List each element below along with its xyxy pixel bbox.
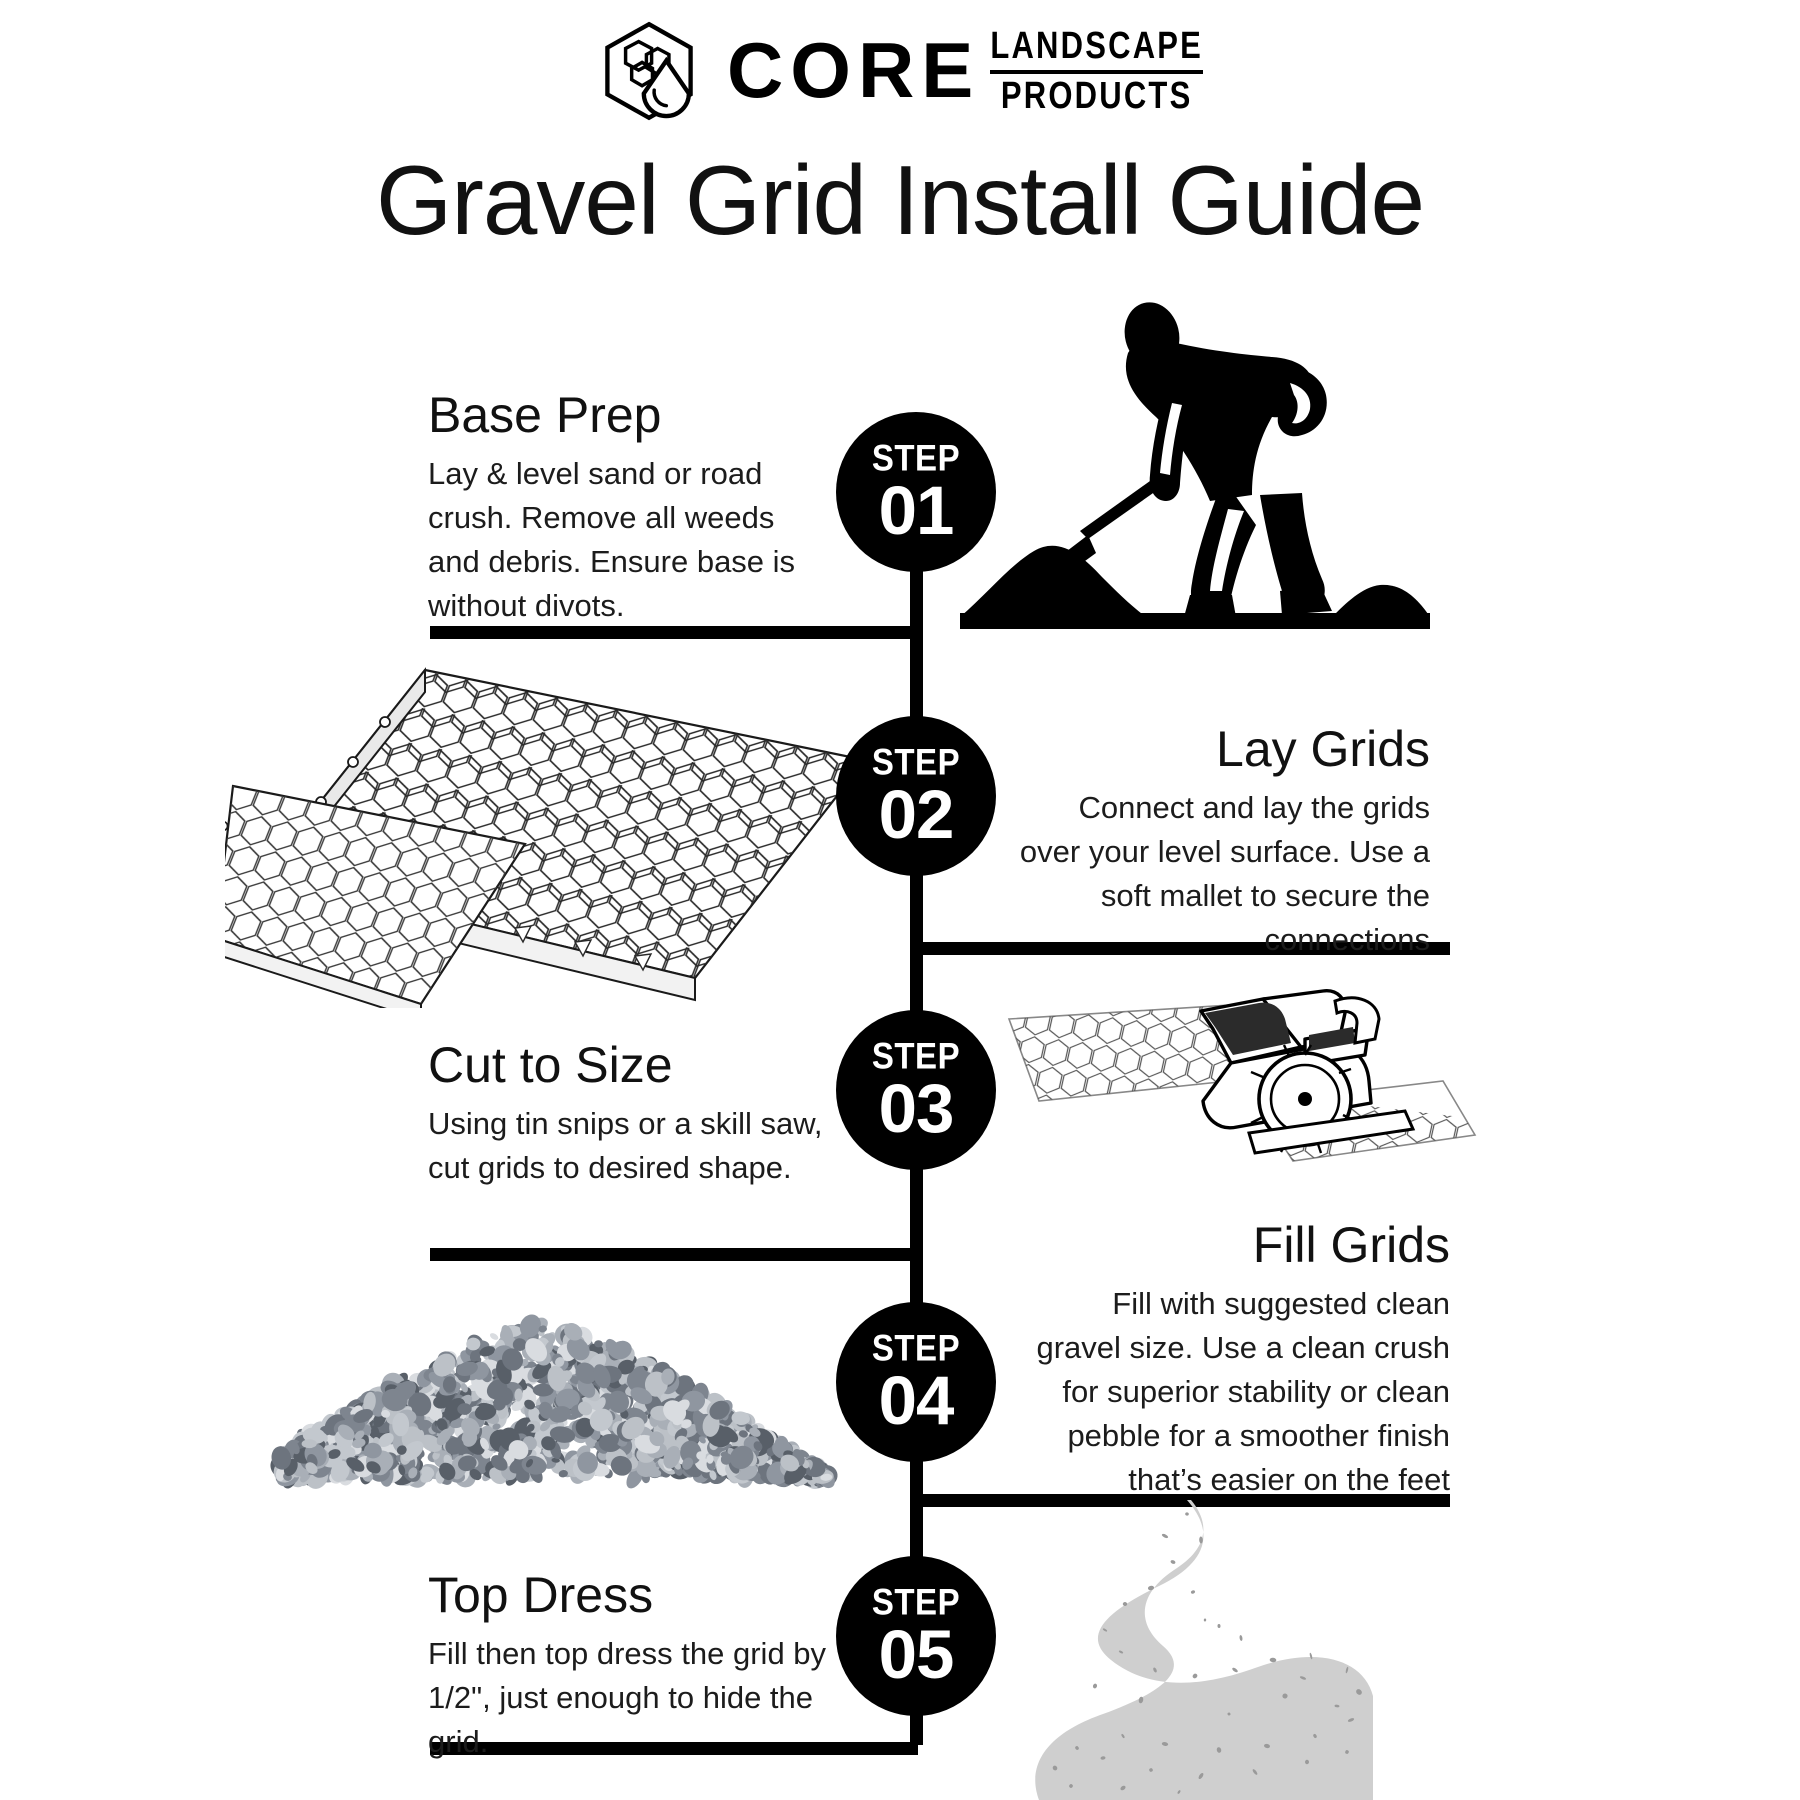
brand-logo [0,0,1800,120]
brand-name: CORE [726,26,981,115]
step-badge-word: STEP [871,1034,961,1076]
step-badge-01[interactable] [836,412,996,572]
step-body-05: Fill then top dress the grid by 1/2", just enough to hide the grid. [428,1636,827,1760]
step-badge-03[interactable] [836,1010,996,1170]
page-title: Gravel Grid Install Guide [376,145,1424,255]
step-body-02: Connect and lay the grids over your level surface. Use a soft mallet to secure the connections [1019,790,1430,958]
step-text-01 [428,388,818,628]
step-text-04 [1030,1218,1450,1502]
step-badge-word: STEP [871,740,961,782]
step-badge-number: 03 [878,1069,954,1147]
step-title-02: Lay Grids [1216,721,1430,777]
step-badge-word: STEP [871,1326,961,1368]
step-text-05 [428,1568,828,1764]
step-title-05: Top Dress [428,1567,654,1623]
step-badge-number: 04 [878,1361,954,1439]
brand-subtitle-top: LANDSCAPE [990,23,1204,67]
step-title-01: Base Prep [428,387,662,443]
step-badge-04[interactable] [836,1302,996,1462]
step-body-03: Using tin snips or a skill saw, cut grids to desired shape. [428,1106,823,1186]
page-header [0,0,1800,257]
step-body-04: Fill with suggested clean gravel size. Use a clean crush for superior stability or clean pebble for a smoother finish that’s easier on the feet [1036,1286,1450,1498]
step-badge-number: 02 [878,775,954,853]
step-badge-number: 05 [878,1615,954,1693]
winding-gravel-pathway-illustration [955,1500,1375,1800]
gravel-pile-illustration [270,1300,850,1500]
timeline-branch-3 [430,1248,918,1261]
step-title-03: Cut to Size [428,1037,673,1093]
circular-saw-cutting-grid-illustration [1005,985,1485,1185]
step-badge-word: STEP [871,1580,961,1622]
step-body-01: Lay & level sand or road crush. Remove all weeds and debris. Ensure base is without divots. [428,456,796,624]
hexagonal-grid-panels-illustration [225,648,885,1008]
brand-divider [990,70,1203,74]
step-text-03 [428,1038,828,1190]
hexagon-honeycomb-waterdrop-icon [597,19,701,123]
step-title-04: Fill Grids [1252,1217,1450,1273]
brand-subtitle-bottom: PRODUCTS [1000,73,1193,117]
step-badge-word: STEP [871,436,961,478]
step-badge-05[interactable] [836,1556,996,1716]
step-text-02 [1010,722,1430,962]
step-badge-number: 01 [878,471,954,549]
worker-shoveling-gravel-illustration [960,295,1430,635]
step-badge-02[interactable] [836,716,996,876]
